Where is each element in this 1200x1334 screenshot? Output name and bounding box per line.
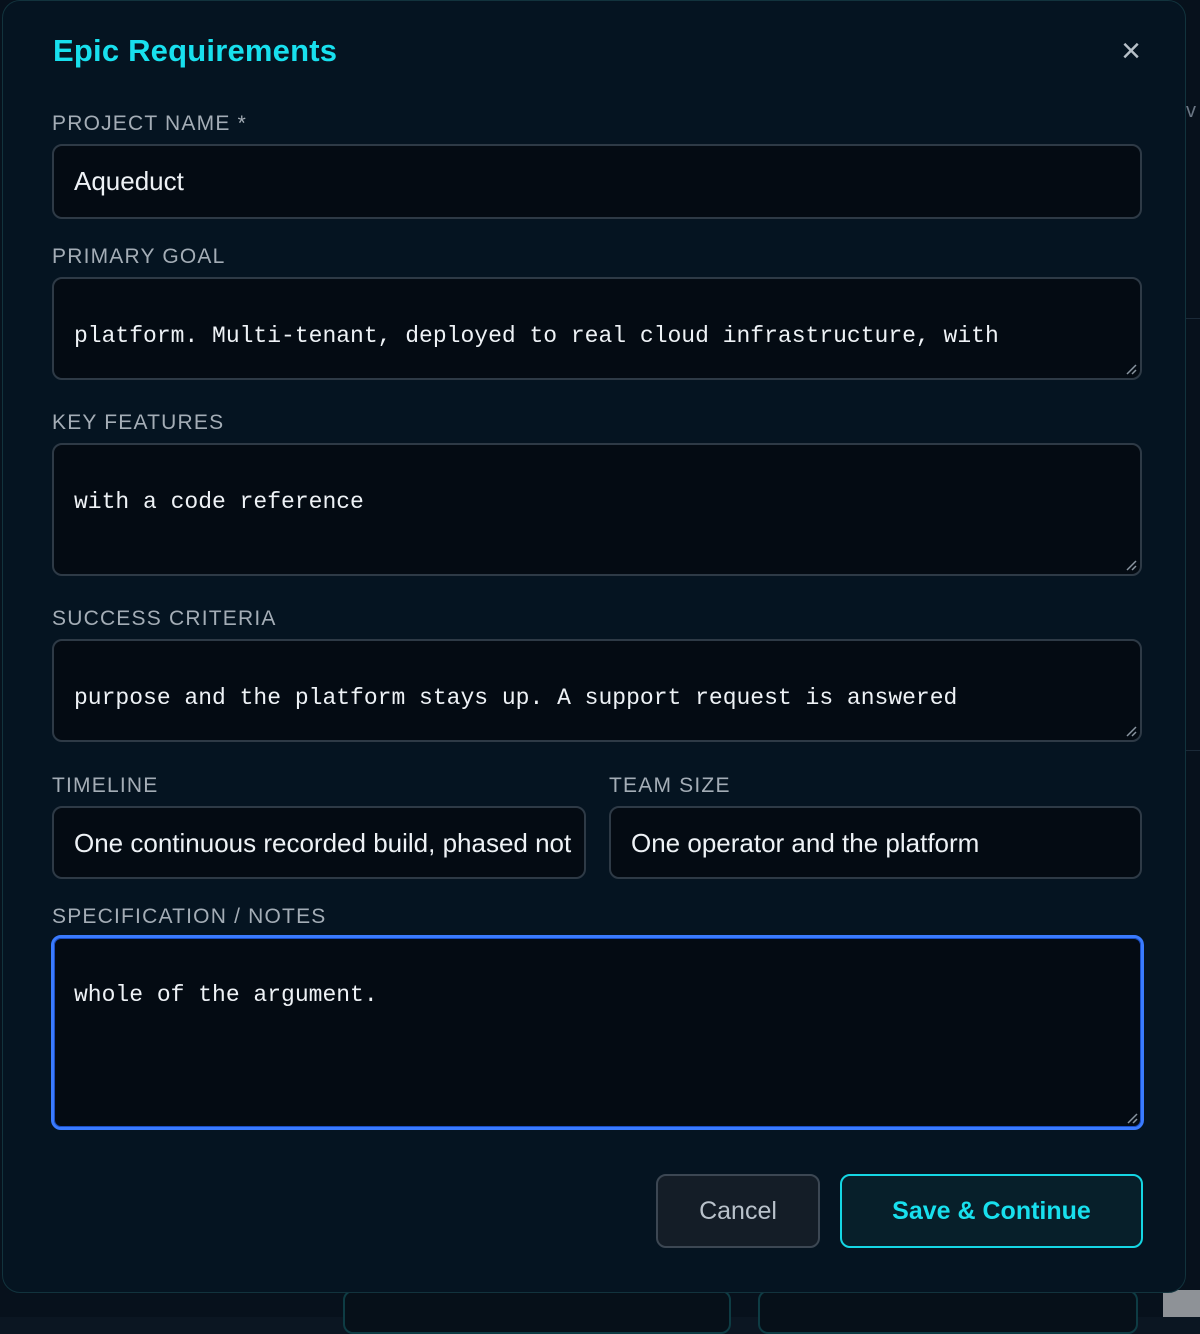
success-criteria-line: purpose and the platform stays up. A support request is answered xyxy=(74,685,958,711)
resize-grip-icon[interactable] xyxy=(1124,1110,1138,1124)
spec-notes-line: whole of the argument. xyxy=(74,982,378,1008)
background-divider xyxy=(1184,750,1200,751)
timeline-input[interactable]: One continuous recorded build, phased not xyxy=(52,806,586,879)
resize-grip-icon[interactable] xyxy=(1123,361,1137,375)
key-features-line: with a code reference xyxy=(74,489,364,515)
success-criteria-textarea[interactable] xyxy=(52,639,1142,742)
timeline-label: TIMELINE xyxy=(52,774,159,797)
background-scrollbar[interactable] xyxy=(1163,1290,1200,1317)
cancel-button[interactable]: Cancel xyxy=(656,1174,820,1248)
primary-goal-label: PRIMARY GOAL xyxy=(52,245,226,268)
primary-goal-textarea[interactable] xyxy=(52,277,1142,380)
success-criteria-label: SUCCESS CRITERIA xyxy=(52,607,277,630)
background-partial-text: v xyxy=(1186,100,1196,122)
resize-grip-icon[interactable] xyxy=(1123,723,1137,737)
resize-grip-icon[interactable] xyxy=(1123,557,1137,571)
epic-requirements-modal xyxy=(2,0,1186,1293)
project-name-label: PROJECT NAME * xyxy=(52,112,247,135)
specification-notes-label: SPECIFICATION / NOTES xyxy=(52,905,327,928)
team-size-label: TEAM SIZE xyxy=(609,774,731,797)
team-size-input[interactable]: One operator and the platform xyxy=(609,806,1142,879)
close-icon[interactable]: × xyxy=(1121,32,1141,70)
modal-title: Epic Requirements xyxy=(53,33,338,68)
background-card xyxy=(343,1290,731,1334)
spec-notes-line xyxy=(74,1070,1121,1100)
background-card xyxy=(758,1290,1138,1334)
background-divider xyxy=(1184,318,1200,319)
key-features-textarea[interactable] xyxy=(52,443,1142,576)
primary-goal-line: platform. Multi-tenant, deployed to real cloud infrastructure, with xyxy=(74,323,999,349)
key-features-label: KEY FEATURES xyxy=(52,411,225,434)
project-name-input[interactable]: Aqueduct xyxy=(52,144,1142,219)
specification-notes-textarea[interactable] xyxy=(51,935,1144,1130)
save-and-continue-button[interactable]: Save & Continue xyxy=(840,1174,1143,1248)
